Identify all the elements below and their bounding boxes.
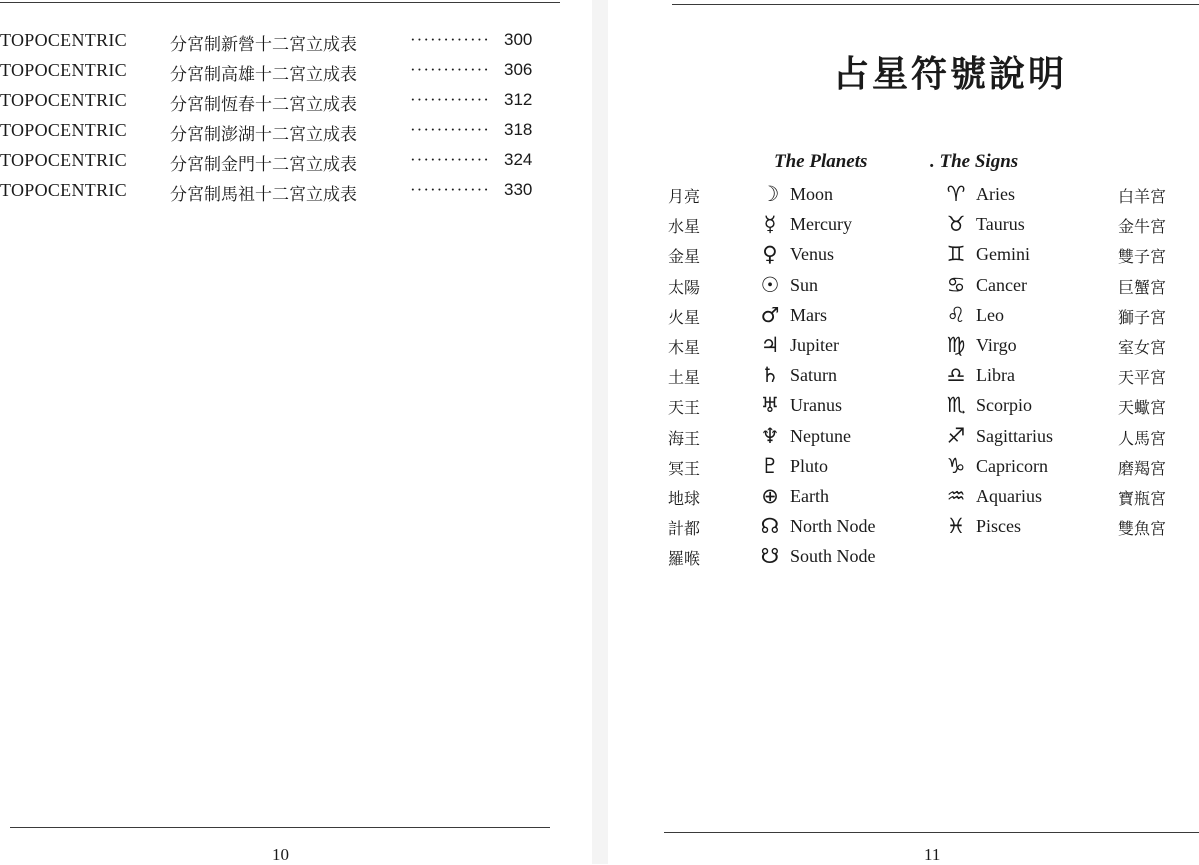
- toc-system: TOPOCENTRIC: [0, 120, 127, 140]
- toc-page-number: 300: [504, 30, 533, 49]
- mars-icon: ♂: [760, 302, 780, 327]
- sign-chinese-name: 白羊宮: [1118, 187, 1167, 206]
- planet-chinese-name: 羅喉: [668, 549, 701, 569]
- sign-row: [608, 486, 1199, 516]
- signs-header: . The Signs: [930, 151, 1019, 172]
- right-page: [608, 0, 1199, 864]
- page-number: 11: [924, 845, 941, 864]
- toc-row: [0, 90, 560, 120]
- planet-english-name: Neptune: [790, 425, 851, 446]
- planet-english-name: Sun: [790, 274, 819, 295]
- planet-chinese-name: 火星: [668, 307, 701, 327]
- sign-chinese-name: 雙子宮: [1118, 247, 1167, 267]
- sign-chinese-name: 磨羯宮: [1118, 458, 1167, 478]
- gemini-icon: ♊: [946, 242, 966, 267]
- pisces-icon: ♓: [946, 514, 966, 539]
- sun-icon: ☉: [760, 272, 780, 297]
- planet-english-name: Venus: [790, 244, 834, 265]
- planets-header: The Planets: [774, 151, 868, 172]
- sign-chinese-name: 室女宮: [1118, 338, 1167, 357]
- jupiter-icon: ♃: [760, 333, 780, 357]
- planet-chinese-name: 海王: [668, 428, 701, 448]
- toc-row: [0, 120, 560, 150]
- moon-icon: ☽: [760, 182, 780, 206]
- planet-english-name: Mars: [790, 304, 827, 325]
- toc-page-number: 312: [504, 90, 533, 109]
- uranus-icon: ♅: [760, 393, 780, 418]
- sign-row: [608, 423, 1199, 456]
- planet-chinese-name: 地球: [668, 489, 701, 508]
- planet-english-name: South Node: [790, 546, 876, 567]
- planet-chinese-name: 冥王: [668, 458, 701, 478]
- sign-english-name: Virgo: [976, 335, 1017, 355]
- sign-chinese-name: 雙魚宮: [1118, 519, 1167, 539]
- toc-title: 分宮制金門十二宮立成表: [170, 155, 357, 175]
- top-rule: [672, 4, 1199, 5]
- planet-chinese-name: 月亮: [668, 187, 701, 206]
- earth-icon: ⊕: [761, 484, 779, 508]
- sign-row: [608, 244, 1199, 274]
- pluto-icon: ♇: [760, 453, 780, 478]
- sign-english-name: Leo: [976, 304, 1004, 325]
- planet-english-name: Mercury: [790, 214, 852, 235]
- toc-leader: ············: [410, 120, 490, 139]
- taurus-icon: ♉: [946, 212, 966, 237]
- sign-chinese-name: 巨蟹宮: [1118, 277, 1167, 297]
- sign-english-name: Aquarius: [976, 486, 1042, 506]
- sign-english-name: Taurus: [976, 214, 1025, 235]
- toc-row: [0, 180, 560, 210]
- scorpio-icon: ♏: [946, 393, 966, 418]
- sign-english-name: Pisces: [976, 516, 1021, 537]
- toc-leader: ············: [410, 180, 490, 199]
- sign-english-name: Aries: [976, 184, 1015, 204]
- planet-chinese-name: 木星: [668, 338, 701, 357]
- sign-row: [608, 453, 1199, 486]
- sagittarius-icon: ♐: [946, 423, 966, 448]
- planet-english-name: Pluto: [790, 455, 829, 476]
- planet-chinese-name: 金星: [668, 247, 701, 267]
- sign-row: [608, 395, 1199, 425]
- toc-leader: ············: [410, 150, 490, 169]
- sign-row: [608, 516, 1199, 546]
- page-title: 占星符號說明: [833, 53, 1068, 95]
- toc-title: 分宮制馬祖十二宮立成表: [170, 185, 357, 205]
- cancer-icon: ♋: [946, 272, 966, 297]
- sign-chinese-name: 獅子宮: [1118, 307, 1167, 327]
- planet-chinese-name: 天王: [668, 398, 701, 418]
- venus-icon: ♀: [762, 242, 778, 267]
- book-gutter: [592, 0, 608, 864]
- toc-leader: ············: [410, 90, 490, 109]
- toc-title: 分宮制高雄十二宮立成表: [170, 65, 357, 85]
- sign-english-name: Capricorn: [976, 455, 1048, 476]
- planet-english-name: Moon: [790, 184, 834, 204]
- toc-leader: ············: [410, 30, 490, 49]
- sign-row: [608, 365, 1199, 395]
- toc-system: TOPOCENTRIC: [0, 180, 127, 200]
- toc-title: 分宮制澎湖十二宮立成表: [170, 125, 357, 145]
- toc-row: [0, 150, 560, 180]
- planet-chinese-name: 計都: [668, 519, 701, 539]
- sign-row: [608, 184, 1199, 214]
- sign-row: [608, 214, 1199, 244]
- planet-chinese-name: 土星: [668, 368, 701, 388]
- north-node-icon: ☊: [760, 514, 780, 539]
- mercury-icon: ☿: [763, 212, 777, 237]
- sign-english-name: Cancer: [976, 274, 1027, 295]
- sign-english-name: Gemini: [976, 244, 1030, 265]
- planet-chinese-name: 太陽: [668, 277, 701, 297]
- toc-system: TOPOCENTRIC: [0, 30, 127, 50]
- sign-chinese-name: 金牛宮: [1118, 217, 1167, 237]
- planet-english-name: Earth: [790, 486, 829, 506]
- toc-page-number: 306: [504, 60, 533, 79]
- sign-row: [608, 335, 1199, 365]
- planet-english-name: North Node: [790, 516, 876, 537]
- toc-row: [0, 30, 560, 60]
- sign-chinese-name: 寶瓶宮: [1118, 489, 1167, 508]
- toc-page-number: 318: [504, 120, 533, 139]
- sign-row: [608, 272, 1199, 305]
- toc-page-number: 330: [504, 180, 533, 199]
- toc-row: [0, 60, 560, 90]
- planet-english-name: Saturn: [790, 365, 837, 386]
- planet-english-name: Uranus: [790, 395, 842, 416]
- libra-icon: ♎: [946, 363, 966, 388]
- page-number: 10: [272, 845, 289, 864]
- planet-chinese-name: 水星: [668, 217, 701, 237]
- toc-title: 分宮制新營十二宮立成表: [170, 35, 357, 55]
- virgo-icon: ♍: [946, 333, 966, 357]
- toc-system: TOPOCENTRIC: [0, 150, 127, 170]
- neptune-icon: ♆: [760, 423, 780, 448]
- planet-row: [608, 546, 908, 576]
- toc-system: TOPOCENTRIC: [0, 90, 127, 110]
- sign-english-name: Libra: [976, 365, 1015, 386]
- saturn-icon: ♄: [760, 363, 780, 388]
- capricorn-icon: ♑: [946, 453, 966, 478]
- bottom-rule: [10, 827, 550, 828]
- toc-title: 分宮制恆春十二宮立成表: [170, 95, 357, 115]
- aries-icon: ♈: [946, 182, 966, 206]
- top-rule: [0, 2, 560, 3]
- sign-chinese-name: 天平宮: [1118, 368, 1167, 388]
- sign-chinese-name: 人馬宮: [1118, 428, 1167, 448]
- bottom-rule: [664, 832, 1199, 833]
- leo-icon: ♌: [946, 302, 966, 327]
- toc-page-number: 324: [504, 150, 533, 169]
- sign-row: [608, 302, 1199, 335]
- aquarius-icon: ♒: [946, 484, 966, 508]
- left-page: [0, 0, 592, 864]
- south-node-icon: ☋: [760, 544, 780, 569]
- sign-english-name: Sagittarius: [976, 425, 1053, 446]
- toc-system: TOPOCENTRIC: [0, 60, 127, 80]
- sign-english-name: Scorpio: [976, 395, 1032, 416]
- toc-leader: ············: [410, 60, 490, 79]
- sign-chinese-name: 天蠍宮: [1118, 398, 1167, 418]
- planet-english-name: Jupiter: [790, 335, 839, 355]
